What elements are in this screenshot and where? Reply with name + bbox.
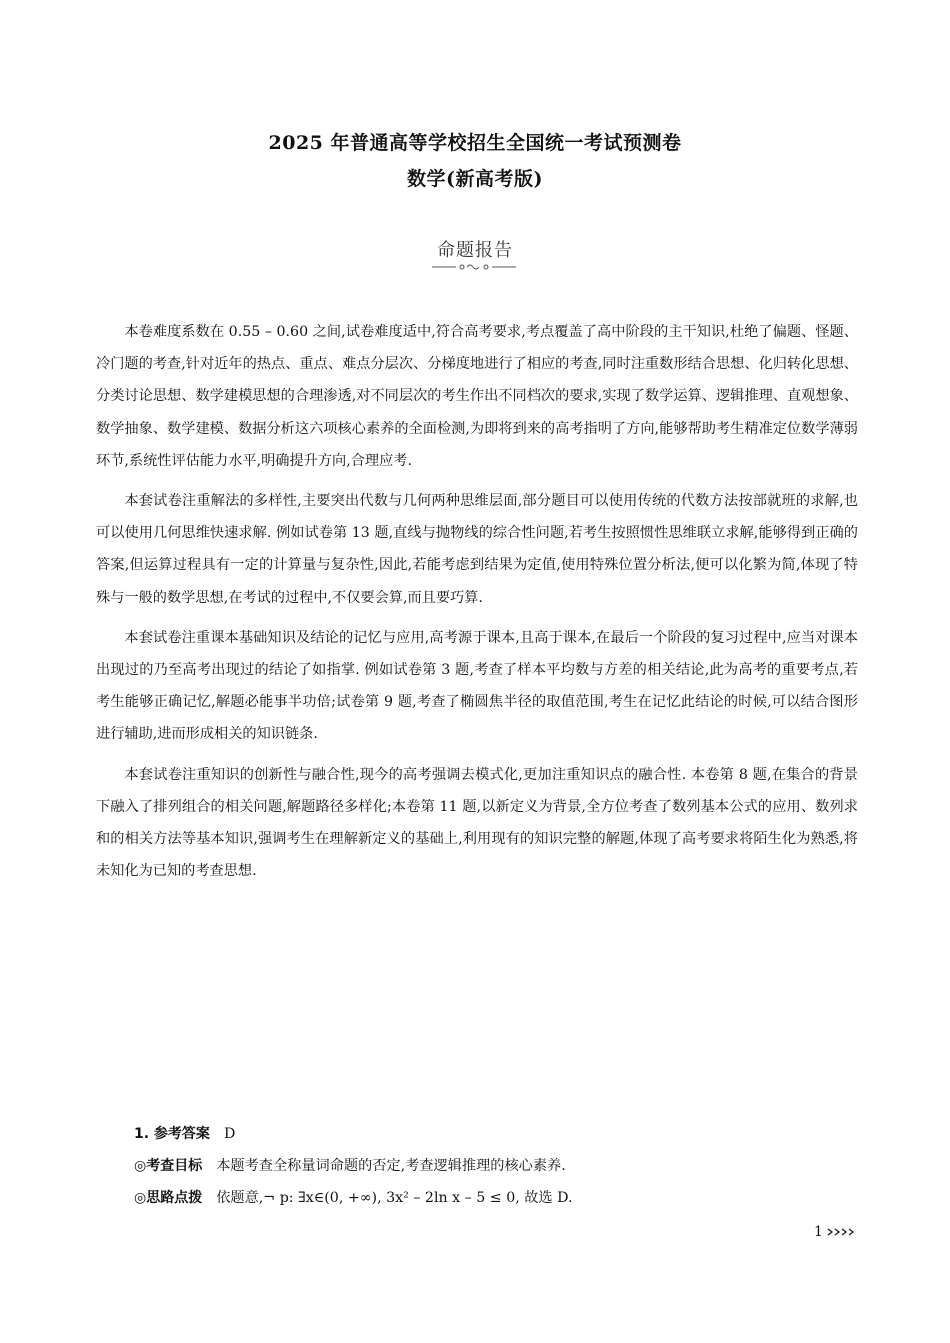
hint-label: ◎思路点拨 [134, 1190, 203, 1206]
target-label: ◎考查目标 [134, 1158, 203, 1174]
paragraph: 本套试卷注重知识的创新性与融合性,现今的高考强调去模式化,更加注重知识点的融合性. 本卷第 8 题,在集合的背景下融入了排列组合的相关问题,解题路径多样化;本卷第 11 题,以新定义为背景,全方位考查了数列基本公式的应用、数列求和的相关方法等基本知识,强调考生在理解新定义的基础上,利用现有的知识完整的解题,体现了高考要求将陌生化为熟悉,将未知化为已知的考查思想. [96, 766, 858, 880]
exam-title: 2025 年普通高等学校招生全国统一考试预测卷 [268, 132, 682, 154]
answer-row [134, 1118, 854, 1150]
report-body [96, 316, 858, 895]
target-row [134, 1150, 854, 1182]
paragraph: 本卷难度系数在 0.55 – 0.60 之间,试卷难度适中,符合高考要求,考点覆盖了高中阶段的主干知识,杜绝了偏题、怪题、冷门题的考查,针对近年的热点、重点、难点分层次、分梯度地进行了相应的考查,同时注重数形结合思想、化归转化思想、分类讨论思想、数学建模思想的合理渗透,对不同层次的考生作出不同档次的要求,实现了数学运算、逻辑推理、直观想象、数学抽象、数学建模、数据分析这六项核心素养的全面检测,为即将到来的高考指明了方向,能够帮助考生精准定位数学薄弱环节,系统性评估能力水平,明确提升方向,合理应考. [96, 324, 858, 469]
hint-row [134, 1182, 854, 1214]
exam-subtitle: 数学(新高考版) [407, 168, 543, 190]
answer-section [134, 1118, 854, 1214]
page-number: 1 [814, 1224, 823, 1240]
answer-value: D [223, 1126, 236, 1142]
page-arrows-icon [826, 1227, 860, 1237]
hint-text: 依题意,¬ p: ∃x∈(0, +∞), 3x² – 2ln x – 5 ≤ 0, 故选 D. [216, 1190, 573, 1206]
target-text: 本题考查全称量词命题的否定,考查逻辑推理的核心素养. [216, 1158, 566, 1174]
ornament-divider-icon [432, 262, 516, 272]
answer-label: 1. 参考答案 [134, 1126, 210, 1142]
paragraph: 本套试卷注重解法的多样性,主要突出代数与几何两种思维层面,部分题目可以使用传统的代数方法按部就班的求解,也可以使用几何思维快速求解. 例如试卷第 13 题,直线与抛物线的综合性问题,若考生按照惯性思维联立求解,能够得到正确的答案,但运算过程具有一定的计算量与复杂性,因此,若能考虑到结果为定值,使用特殊位置分析法,便可以化繁为简,体现了特殊与一般的数学思想,在考试的过程中,不仅要会算,而且要巧算. [96, 493, 858, 606]
section-label: 命题报告 [437, 240, 513, 261]
paragraph: 本套试卷注重课本基础知识及结论的记忆与应用,高考源于课本,且高于课本,在最后一个阶段的复习过程中,应当对课本出现过的乃至高考出现过的结论了如指掌. 例如试卷第 3 题,考查了样本平均数与方差的相关结论,此为高考的重要考点,若考生能够正确记忆,解题必能事半功倍;试卷第 9 题,考查了椭圆焦半径的取值范围,考生在记忆此结论的时候,可以结合图形进行辅助,进而形成相关的知识链条. [96, 629, 858, 743]
